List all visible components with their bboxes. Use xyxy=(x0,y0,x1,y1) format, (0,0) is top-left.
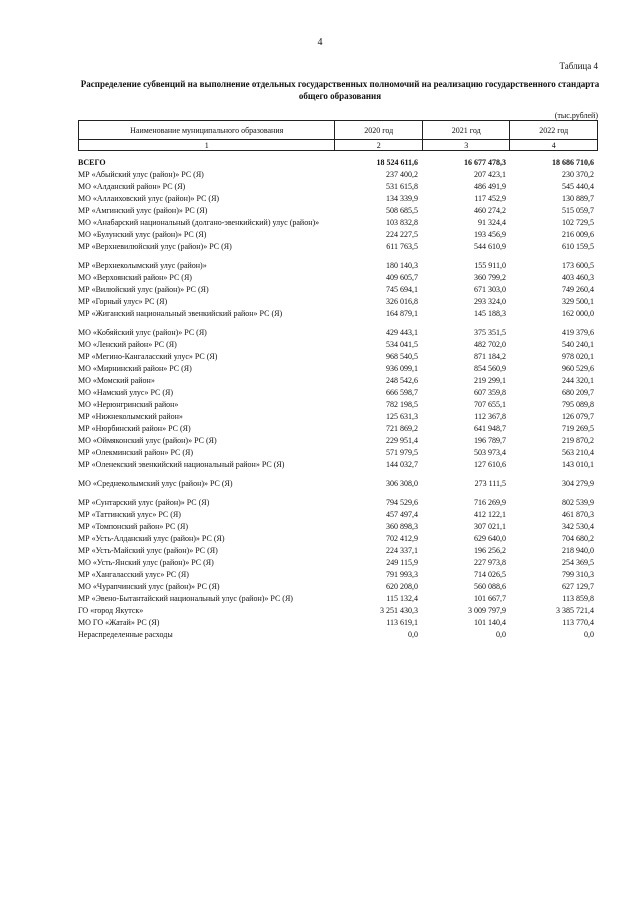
row-value-2020: 306 308,0 xyxy=(386,479,418,488)
row-value-2020: 534 041,5 xyxy=(386,340,418,349)
row-value-2020: 429 443,1 xyxy=(386,328,418,337)
row-name: МР «Вилюйский улус (район)» РС (Я) xyxy=(78,285,209,294)
row-value-2022: 304 279,9 xyxy=(562,479,594,488)
header-2021: 2021 год xyxy=(422,121,510,140)
row-name: МО «Момский район» xyxy=(78,376,155,385)
row-value-2022: 230 370,2 xyxy=(562,170,594,179)
table-row xyxy=(78,570,598,580)
row-name: МР «Эвено-Бытантайский национальный улус (район)» РС (Я) xyxy=(78,594,293,603)
row-name: МР «Мегино-Кангаласский улус» РС (Я) xyxy=(78,352,218,361)
row-value-2020: 782 198,5 xyxy=(386,400,418,409)
row-value-2021: 607 359,8 xyxy=(474,388,506,397)
row-name: МО «Аллаиховский улус (район)» РС (Я) xyxy=(78,194,220,203)
row-value-2022: 216 009,6 xyxy=(562,230,594,239)
row-value-2021: 91 324,4 xyxy=(478,218,506,227)
page-number: 4 xyxy=(317,37,323,48)
row-name: МО «Ленский район» РС (Я) xyxy=(78,340,177,349)
row-value-2022: 802 539,9 xyxy=(562,498,594,507)
row-value-2021: 486 491,9 xyxy=(474,182,506,191)
row-value-2022: 978 020,1 xyxy=(562,352,594,361)
table-row xyxy=(78,273,598,283)
row-value-2020: 721 869,2 xyxy=(386,424,418,433)
row-value-2020: 113 619,1 xyxy=(386,618,418,627)
row-name: МО «Усть-Янский улус (район)» РС (Я) xyxy=(78,558,214,567)
header-index-1: 1 xyxy=(79,140,335,151)
table-row xyxy=(78,498,598,508)
row-name: МО «Кобяйский улус (район)» РС (Я) xyxy=(78,328,207,337)
table-row xyxy=(78,242,598,252)
row-name: МО «Оймяконский улус (район)» РС (Я) xyxy=(78,436,217,445)
table-row xyxy=(78,328,598,338)
row-value-2020: 666 598,7 xyxy=(386,388,418,397)
row-name: ВСЕГО xyxy=(78,158,106,167)
row-name: МО «Нерюнгринский район» xyxy=(78,400,179,409)
row-value-2022: 545 440,4 xyxy=(562,182,594,191)
row-value-2022: 799 310,3 xyxy=(562,570,594,579)
row-value-2021: 219 299,1 xyxy=(474,376,506,385)
row-name: МР «Нюрбинский район» РС (Я) xyxy=(78,424,191,433)
row-value-2021: 196 256,2 xyxy=(474,546,506,555)
row-value-2021: 207 423,1 xyxy=(474,170,506,179)
row-value-2021: 544 610,9 xyxy=(474,242,506,251)
header-2022: 2022 год xyxy=(510,121,598,140)
row-name: МО «Булунский улус (район)» РС (Я) xyxy=(78,230,207,239)
table-row xyxy=(78,594,598,604)
row-value-2020: 103 832,8 xyxy=(386,218,418,227)
table-row xyxy=(78,448,598,458)
table-row xyxy=(78,218,598,228)
row-value-2020: 224 227,5 xyxy=(386,230,418,239)
row-name: МР «Верхнеколымский улус (район)» xyxy=(78,261,207,270)
table-row xyxy=(78,158,598,168)
table-header xyxy=(78,120,598,151)
row-name: МО «Намский улус» РС (Я) xyxy=(78,388,174,397)
row-value-2020: 115 132,4 xyxy=(386,594,418,603)
row-name: Нераспределенные расходы xyxy=(78,630,173,639)
table-row xyxy=(78,606,598,616)
row-value-2022: 254 369,5 xyxy=(562,558,594,567)
row-value-2021: 412 122,1 xyxy=(474,510,506,519)
row-value-2021: 101 140,4 xyxy=(474,618,506,627)
row-value-2020: 3 251 430,3 xyxy=(380,606,418,615)
table-row xyxy=(78,630,598,640)
row-name: МР «Томпонский район» РС (Я) xyxy=(78,522,188,531)
row-value-2022: 749 260,4 xyxy=(562,285,594,294)
row-value-2022: 18 686 710,6 xyxy=(552,158,594,167)
row-value-2021: 273 111,5 xyxy=(474,479,506,488)
row-value-2021: 127 610,6 xyxy=(474,460,506,469)
row-value-2021: 16 677 478,3 xyxy=(464,158,506,167)
row-value-2020: 936 099,1 xyxy=(386,364,418,373)
row-value-2021: 3 009 797,9 xyxy=(468,606,506,615)
row-value-2021: 0,0 xyxy=(496,630,506,639)
row-value-2020: 409 605,7 xyxy=(386,273,418,282)
table-row xyxy=(78,206,598,216)
table-row xyxy=(78,582,598,592)
row-value-2020: 249 115,9 xyxy=(386,558,418,567)
table-row xyxy=(78,388,598,398)
table-row xyxy=(78,436,598,446)
row-value-2020: 125 631,3 xyxy=(386,412,418,421)
row-value-2022: 0,0 xyxy=(584,630,594,639)
row-value-2021: 482 702,0 xyxy=(474,340,506,349)
header-2020: 2020 год xyxy=(335,121,423,140)
table-row xyxy=(78,376,598,386)
row-value-2022: 113 770,4 xyxy=(562,618,594,627)
row-name: МО «Анабарский национальный (долгано-эвенкийский) улус (район)» xyxy=(78,218,320,227)
row-value-2020: 164 879,1 xyxy=(386,309,418,318)
row-name: МР «Усть-Майский улус (район)» РС (Я) xyxy=(78,546,218,555)
table-row xyxy=(78,522,598,532)
table-row xyxy=(78,510,598,520)
table-row xyxy=(78,352,598,362)
row-value-2020: 508 685,5 xyxy=(386,206,418,215)
table-row xyxy=(78,424,598,434)
row-name: МР «Верхневилюйский улус (район)» РС (Я) xyxy=(78,242,232,251)
row-value-2022: 719 269,5 xyxy=(562,424,594,433)
units-label: (тыс.рублей) xyxy=(554,111,598,120)
row-value-2022: 960 529,6 xyxy=(562,364,594,373)
row-value-2021: 871 184,2 xyxy=(474,352,506,361)
row-value-2022: 515 059,7 xyxy=(562,206,594,215)
row-value-2022: 610 159,5 xyxy=(562,242,594,251)
row-name: ГО «город Якутск» xyxy=(78,606,144,615)
row-value-2020: 144 032,7 xyxy=(386,460,418,469)
table-row xyxy=(78,340,598,350)
table-body xyxy=(78,158,598,642)
row-value-2022: 704 680,2 xyxy=(562,534,594,543)
row-value-2022: 627 129,7 xyxy=(562,582,594,591)
table-row xyxy=(78,546,598,556)
row-value-2020: 18 524 611,6 xyxy=(376,158,418,167)
row-value-2022: 419 379,6 xyxy=(562,328,594,337)
table-row xyxy=(78,230,598,240)
row-name: МР «Таттинский улус» РС (Я) xyxy=(78,510,181,519)
row-name: МР «Абыйский улус (район)» РС (Я) xyxy=(78,170,204,179)
row-value-2021: 707 655,1 xyxy=(474,400,506,409)
row-value-2022: 162 000,0 xyxy=(562,309,594,318)
row-value-2020: 134 339,9 xyxy=(386,194,418,203)
row-value-2022: 403 460,3 xyxy=(562,273,594,282)
row-value-2021: 145 188,3 xyxy=(474,309,506,318)
table-row xyxy=(78,400,598,410)
row-value-2022: 113 859,8 xyxy=(562,594,594,603)
table-row xyxy=(78,285,598,295)
row-value-2021: 375 351,5 xyxy=(474,328,506,337)
row-value-2022: 102 729,5 xyxy=(562,218,594,227)
row-name: МО «Среднеколымский улус (район)» РС (Я) xyxy=(78,479,233,488)
row-value-2022: 795 089,8 xyxy=(562,400,594,409)
row-value-2021: 671 303,0 xyxy=(474,285,506,294)
table-row xyxy=(78,170,598,180)
row-value-2020: 620 208,0 xyxy=(386,582,418,591)
header-index-2: 2 xyxy=(335,140,423,151)
table-row xyxy=(78,412,598,422)
row-value-2020: 968 540,5 xyxy=(386,352,418,361)
row-name: МР «Усть-Алданский улус (район)» РС (Я) xyxy=(78,534,225,543)
row-value-2022: 126 079,7 xyxy=(562,412,594,421)
row-value-2021: 503 973,4 xyxy=(474,448,506,457)
row-value-2020: 531 615,8 xyxy=(386,182,418,191)
row-value-2021: 196 789,7 xyxy=(474,436,506,445)
row-value-2021: 293 324,0 xyxy=(474,297,506,306)
row-value-2020: 237 400,2 xyxy=(386,170,418,179)
row-name: МР «Амгинский улус (район)» РС (Я) xyxy=(78,206,208,215)
row-value-2021: 307 021,1 xyxy=(474,522,506,531)
row-name: МР «Олекминский район» РС (Я) xyxy=(78,448,194,457)
row-value-2021: 227 973,8 xyxy=(474,558,506,567)
row-value-2021: 460 274,2 xyxy=(474,206,506,215)
row-value-2021: 101 667,7 xyxy=(474,594,506,603)
table-row xyxy=(78,297,598,307)
table-row xyxy=(78,182,598,192)
row-name: МО «Чурапчинский улус (район)» РС (Я) xyxy=(78,582,220,591)
row-value-2020: 791 993,3 xyxy=(386,570,418,579)
row-value-2020: 0,0 xyxy=(408,630,418,639)
row-value-2020: 611 763,5 xyxy=(386,242,418,251)
table-row xyxy=(78,534,598,544)
table-row xyxy=(78,479,598,489)
row-value-2022: 461 870,3 xyxy=(562,510,594,519)
row-value-2020: 248 542,6 xyxy=(386,376,418,385)
row-name: МР «Хангаласский улус» РС (Я) xyxy=(78,570,189,579)
row-name: МО «Верхоянский район» РС (Я) xyxy=(78,273,192,282)
row-value-2022: 130 889,7 xyxy=(562,194,594,203)
table-row xyxy=(78,194,598,204)
table-row xyxy=(78,558,598,568)
row-value-2022: 563 210,4 xyxy=(562,448,594,457)
row-value-2020: 457 497,4 xyxy=(386,510,418,519)
header-index-row xyxy=(79,140,598,151)
row-value-2022: 218 940,0 xyxy=(562,546,594,555)
row-value-2020: 360 898,3 xyxy=(386,522,418,531)
row-value-2020: 794 529,6 xyxy=(386,498,418,507)
row-name: МО ГО «Жатай» РС (Я) xyxy=(78,618,160,627)
page-title: Распределение субвенций на выполнение отдельных государственных полномочий на реализацию государственного стандарта общего образования xyxy=(80,79,600,101)
row-value-2022: 329 500,1 xyxy=(562,297,594,306)
row-value-2020: 745 694,1 xyxy=(386,285,418,294)
row-value-2022: 219 870,2 xyxy=(562,436,594,445)
row-name: МР «Сунтарский улус (район)» РС (Я) xyxy=(78,498,210,507)
row-value-2020: 571 979,5 xyxy=(386,448,418,457)
row-value-2022: 143 010,1 xyxy=(562,460,594,469)
row-value-2021: 193 456,9 xyxy=(474,230,506,239)
row-value-2022: 3 385 721,4 xyxy=(556,606,594,615)
row-value-2022: 680 209,7 xyxy=(562,388,594,397)
row-value-2021: 716 269,9 xyxy=(474,498,506,507)
header-index-4: 4 xyxy=(510,140,598,151)
row-name: МР «Оленекский эвенкийский национальный район» РС (Я) xyxy=(78,460,285,469)
row-value-2022: 540 240,1 xyxy=(562,340,594,349)
header-index-3: 3 xyxy=(422,140,510,151)
row-value-2020: 702 412,9 xyxy=(386,534,418,543)
row-value-2022: 244 320,1 xyxy=(562,376,594,385)
table-row xyxy=(78,618,598,628)
row-value-2022: 342 530,4 xyxy=(562,522,594,531)
row-value-2021: 714 026,5 xyxy=(474,570,506,579)
row-value-2021: 360 799,2 xyxy=(474,273,506,282)
row-value-2020: 326 016,8 xyxy=(386,297,418,306)
row-value-2021: 854 560,9 xyxy=(474,364,506,373)
row-value-2021: 641 948,7 xyxy=(474,424,506,433)
table-row xyxy=(78,460,598,470)
row-value-2021: 112 367,8 xyxy=(474,412,506,421)
row-name: МР «Нижнеколымский район» xyxy=(78,412,183,421)
row-name: МР «Горный улус» РС (Я) xyxy=(78,297,168,306)
row-value-2022: 173 600,5 xyxy=(562,261,594,270)
row-value-2020: 224 337,1 xyxy=(386,546,418,555)
row-name: МО «Мирнинский район» РС (Я) xyxy=(78,364,192,373)
row-name: МО «Алданский район» РС (Я) xyxy=(78,182,186,191)
row-value-2021: 117 452,9 xyxy=(474,194,506,203)
table-row xyxy=(78,309,598,319)
table-row xyxy=(78,364,598,374)
header-row xyxy=(79,121,598,140)
table-number: Таблица 4 xyxy=(559,61,598,71)
table-row xyxy=(78,261,598,271)
row-value-2021: 629 640,0 xyxy=(474,534,506,543)
header-name: Наименование муниципального образования xyxy=(79,121,335,140)
row-value-2021: 155 911,0 xyxy=(474,261,506,270)
row-name: МР «Жиганский национальный эвенкийский район» РС (Я) xyxy=(78,309,283,318)
row-value-2020: 180 140,3 xyxy=(386,261,418,270)
row-value-2021: 560 088,6 xyxy=(474,582,506,591)
row-value-2020: 229 951,4 xyxy=(386,436,418,445)
